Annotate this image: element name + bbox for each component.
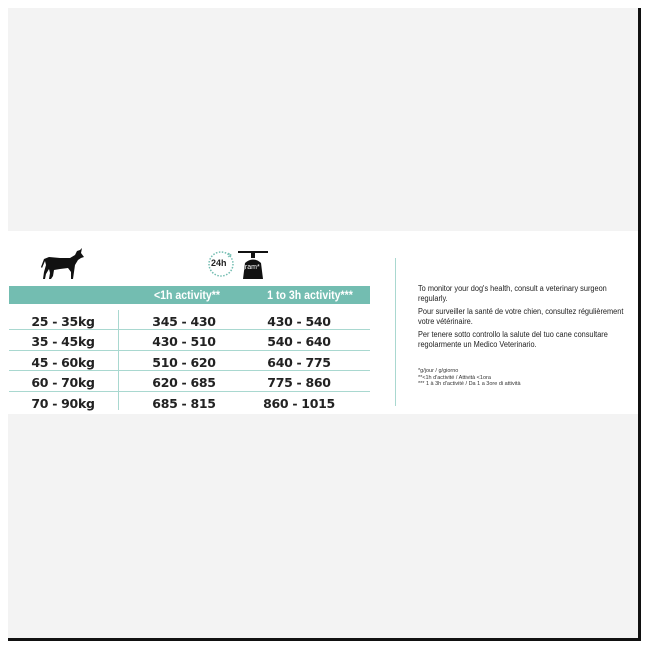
note-english: To monitor your dog's health, consult a veterinary surgeon regularly. [418, 284, 607, 303]
column-header-low-activity: <1h activity** [153, 288, 221, 302]
table-header [9, 286, 370, 304]
weight-cell: 25 - 35kg [31, 314, 95, 329]
note-french: Pour surveiller la santé de votre chien, consultez régulièrement votre vétérinaire. [418, 307, 624, 326]
footnote: **<1h d'activité / Attività <1ora [418, 374, 491, 381]
high-activity-cell: 430 - 540 [267, 314, 331, 329]
weight-cell: 70 - 90kg [31, 396, 95, 411]
clock-label: 24h [211, 258, 227, 268]
row-separator [9, 350, 370, 351]
table-row [9, 311, 370, 331]
weight-cell: 45 - 60kg [31, 355, 95, 370]
high-activity-cell: 860 - 1015 [263, 396, 335, 411]
table-row [9, 331, 370, 351]
low-activity-cell: 345 - 430 [152, 314, 216, 329]
table-row [9, 352, 370, 372]
high-activity-cell: 775 - 860 [267, 375, 331, 390]
row-separator [9, 370, 370, 371]
weight-cell: 35 - 45kg [31, 334, 95, 349]
note-italian: Per tenere sotto controllo la salute del tuo cane consultare regolarmente un Medico Veterinario. [418, 330, 608, 349]
section-divider [395, 258, 396, 406]
high-activity-cell: 540 - 640 [267, 334, 331, 349]
frame-border-right [638, 8, 641, 641]
footnote: *** 1 à 3h d'activité / Da 1 a 3ore di attività [418, 381, 521, 387]
scale-label: gram* [241, 264, 260, 271]
frame-border-bottom [8, 638, 641, 641]
column-header-high-activity: 1 to 3h activity*** [267, 288, 353, 302]
low-activity-cell: 510 - 620 [152, 355, 216, 370]
low-activity-cell: 685 - 815 [152, 396, 216, 411]
row-separator [9, 391, 370, 392]
dog-silhouette-icon [40, 248, 86, 280]
row-separator [9, 329, 370, 330]
table-row [9, 393, 370, 413]
high-activity-cell: 640 - 775 [267, 355, 331, 370]
low-activity-cell: 620 - 685 [152, 375, 216, 390]
weight-cell: 60 - 70kg [31, 375, 95, 390]
footnotes [418, 368, 618, 388]
table-row [9, 372, 370, 392]
low-activity-cell: 430 - 510 [152, 334, 216, 349]
footnote: *g/jour / g/giorno [418, 368, 459, 374]
vet-advice-notes [418, 284, 633, 353]
